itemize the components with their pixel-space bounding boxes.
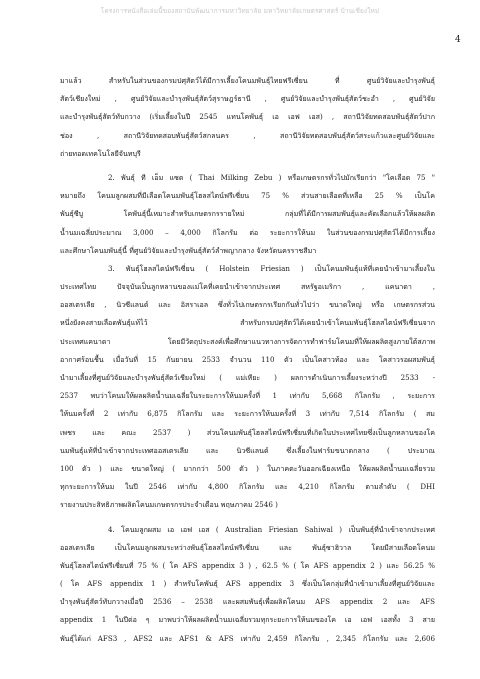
paragraph-3	[60, 260, 435, 515]
text-line: 3. พันธุ์โฮลสไตน์ฟรีเซี่ยน ( Holstein Friesian ) เป็นโคนมพันธุ์แท้ที่เคยนำเข้ามาเลี้ยงใน	[108, 263, 435, 273]
text-line: ( โค AFS appendix 1 ) สำหรับโคพันธุ์ AFS appendix 3 ซึ่งเป็นโคกลุ่มที่นำเข้ามาเลี้ยงที่ศูนย์วิจัยและ	[60, 579, 435, 589]
text-line: พันธุ์ได้แก่ AFS3 , AFS2 และ AFS1 & AFS เท่ากับ 2,459 กิโลกรัม , 2,345 กิโลกรัม และ 2,606	[60, 633, 435, 643]
paragraph-1	[60, 72, 435, 163]
paragraph-4	[60, 521, 435, 648]
text-line: 100 ตัว ) และ ขนาดใหญ่ ( มากกว่า 500 ตัว ) ในภาคตะวันออกเฉียงเหนือ ให้ผลผลิตน้ำนมเฉลี่ยรวม	[60, 463, 435, 473]
text-line: นำมาเลี้ยงที่ศูนย์วิจัยและบำรุงพันธุ์สัตว์เชียงใหม่ ( แม่เหียะ ) ผลการดำเนินการเลี้ยงระหว่างปี 2533 -	[60, 373, 435, 382]
page-number: 4	[455, 35, 461, 45]
text-line: เพชร และ คณะ 2537 ) ส่วนโคนมพันธุ์โฮลสไตน์ฟรีเซี่ยนที่เกิดในประเทศไทยซึ่งเป็นลูกหลานของโค	[60, 427, 435, 437]
text-line: สัตว์เชียงใหม่ , ศูนย์วิจัยและบำรุงพันธุ์สัตว์สุราษฎร์ธานี , ศูนย์วิจัยและบำรุงพันธุ์สัตว์ชะอำ , ศูนย์วิจัย	[60, 94, 435, 104]
text-line: ประเทศไทย ปัจจุบันเป็นลูกหลานของแม่โคที่เคยนำเข้าจากประเทศ สหรัฐอเมริกา , แคนาดา ,	[60, 282, 435, 292]
text-line: รายงานประสิทธิภาพผลิตโคนมเกษตรกรประจำเดือน พฤษภาคม 2546 )	[60, 500, 278, 510]
text-line: นมพันธุ์แท้ที่นำเข้าจากประเทศออสเตรเลีย และ นิวซีแลนด์ ซึ่งเลี้ยงในฟาร์มขนาดกลาง ( ประมาณ	[60, 445, 435, 455]
text-line: และศึกษาโคนมพันธุ์นี้ ที่ศูนย์วิจัยและบำรุงพันธุ์สัตว์ลำพญากลาง จังหวัดนครราชสีมา	[60, 245, 317, 255]
text-line: น้ำนมเฉลี่ยประมาณ 3,000 – 4,000 กิโลกรัม ต่อ ระยะการให้นม ในส่วนของกรมปศุสัตว์ได้มีการเลี้ยง	[60, 227, 435, 237]
text-line: ถ่ายทอดเทคโนโลยีจันทบุรี	[60, 148, 141, 158]
text-line: หมายถึง โคนมลูกผสมที่มีเลือดโคนมพันธุ์โฮลสไตน์ฟรีเซี่ยน 75 % ส่วนสายเลือดที่เหลือ 25 % เป็นโค	[60, 191, 435, 201]
text-line: ให้นมครั้งที่ 2 เท่ากับ 6,875 กิโลกรัม และ ระยะการให้นมครั้งที่ 3 เท่ากับ 7,514 กิโลกรัม ( สม	[60, 409, 435, 419]
text-line: ทุกระยะการให้นม ในปี 2546 เท่ากับ 4,800 กิโลกรัม และ 4,210 กิโลกรัม ตามลำดับ ( DHI	[60, 482, 435, 492]
text-line: และบำรุงพันธุ์สัตว์ทับกวาง (เริ่มเลี้ยงในปี 2545 แทนโคพันธุ์ เอ เอฟ เอส) , สถานีวิจัยทดสอบพันธุ์สัตว์ปาก	[60, 112, 435, 122]
text-line: ออสเตรเลีย เป็นโคนมลูกผสมระหว่างพันธุ์โฮลสไตน์ฟรีเซี่ยน และ พันธุ์ซาฮิวาล โดยมีสายเลือดโคนม	[60, 542, 435, 552]
text-line: 2537 พบว่าโคนมให้ผลผลิตน้ำนมเฉลี่ยในระยะการให้นมครั้งที่ 1 เท่ากับ 5,668 กิโลกรัม , ระยะการ	[60, 391, 435, 401]
text-line: ออสเตรเลีย , นิวซีแลนด์ และ อิสราเอล ซึ่งทั่วไปเกษตรกรเรียกกันทั่วไปว่า ขนาดใหญ่ หรือ เกษตรกรส่วน	[60, 300, 435, 310]
text-line: ประเทศแคนาดา โดยมีวัตถุประสงค์เพื่อศึกษาแนวทางการจัดการทำฟาร์มโคนมที่ให้ผลผลิตสูงภายใต้สภาพ	[60, 336, 435, 346]
watermark: โครงการหนังสือเล่มนี้ของสถาบันพัฒนาการมหาวิทยาลัย มหาวิทยาลัยเกษตรศาสตร์ บ้านเชียงใหม่	[100, 7, 380, 15]
text-line: ช่อง , สถานีวิจัยทดสอบพันธุ์สัตว์สกลนคร , สถานีวิจัยทดสอบพันธุ์สัตว์สระแก้วและศูนย์วิจัยและ	[60, 130, 435, 140]
text-line: 4. โคนมลูกผสม เอ เอฟ เอส ( Australian Friesian Sahiwal ) เป็นพันธุ์ที่นำเข้าจากประเทศ	[108, 524, 435, 534]
text-line: บำรุงพันธุ์สัตว์ทับกวางเมื่อปี 2536 – 2538 และผสมพันธุ์เพื่อผลิตโคนม AFS appendix 2 และ AFS	[60, 597, 435, 607]
text-line: 2. พันธุ์ ที เอ็ม แซด ( Thai Milking Zebu ) หรือเกษตรกรทั่วไปมักเรียกว่า "โคเลือด 75 "	[108, 172, 435, 182]
text-line: อากาศร้อนชื้น เมื่อวันที่ 15 กันยายน 2533 จำนวน 110 ตัว เป็นโคสาวท้อง และ โคสาวรอผสมพันธุ์	[60, 354, 435, 364]
text-line: มาแล้ว สำหรับในส่วนของกรมปศุสัตว์ได้มีการเลี้ยงโคนมพันธุ์ไทยฟรีเซี่ยน ที่ ศูนย์วิจัยและบำรุงพันธุ์	[60, 76, 435, 85]
body-text	[60, 72, 435, 648]
text-line: พันธุ์โฮลสไตน์ฟรีเซี่ยนที่ 75 % ( โค AFS appendix 3 ) , 62.5 % ( โค AFS appendix 2 ) และ 56.25 %	[60, 560, 435, 570]
text-line: appendix 1 ในปีต่อ ๆ มาพบว่าให้ผลผลิตน้ำนมเฉลี่ยรวมทุกระยะการให้นมของโค เอ เอฟ เอสทั้ง 3 สาย	[60, 615, 435, 625]
paragraph-2	[60, 169, 435, 260]
text-line: หนึ่งยังคงสายเลือดพันธุ์แท้ไว้ สำหรับกรมปศุสัตว์ได้เคยนำเข้าโคนมพันธุ์โฮลสไตน์ฟรีเซี่ยนจาก	[60, 318, 435, 328]
text-line: พันธุ์ซีบู โคพันธุ์นี้เหมาะสำหรับเกษตรกรรายใหม่ กลุ่มที่ได้มีการผสมพันธุ์และคัดเลือกแล้วให้ผลผลิต	[60, 209, 435, 219]
